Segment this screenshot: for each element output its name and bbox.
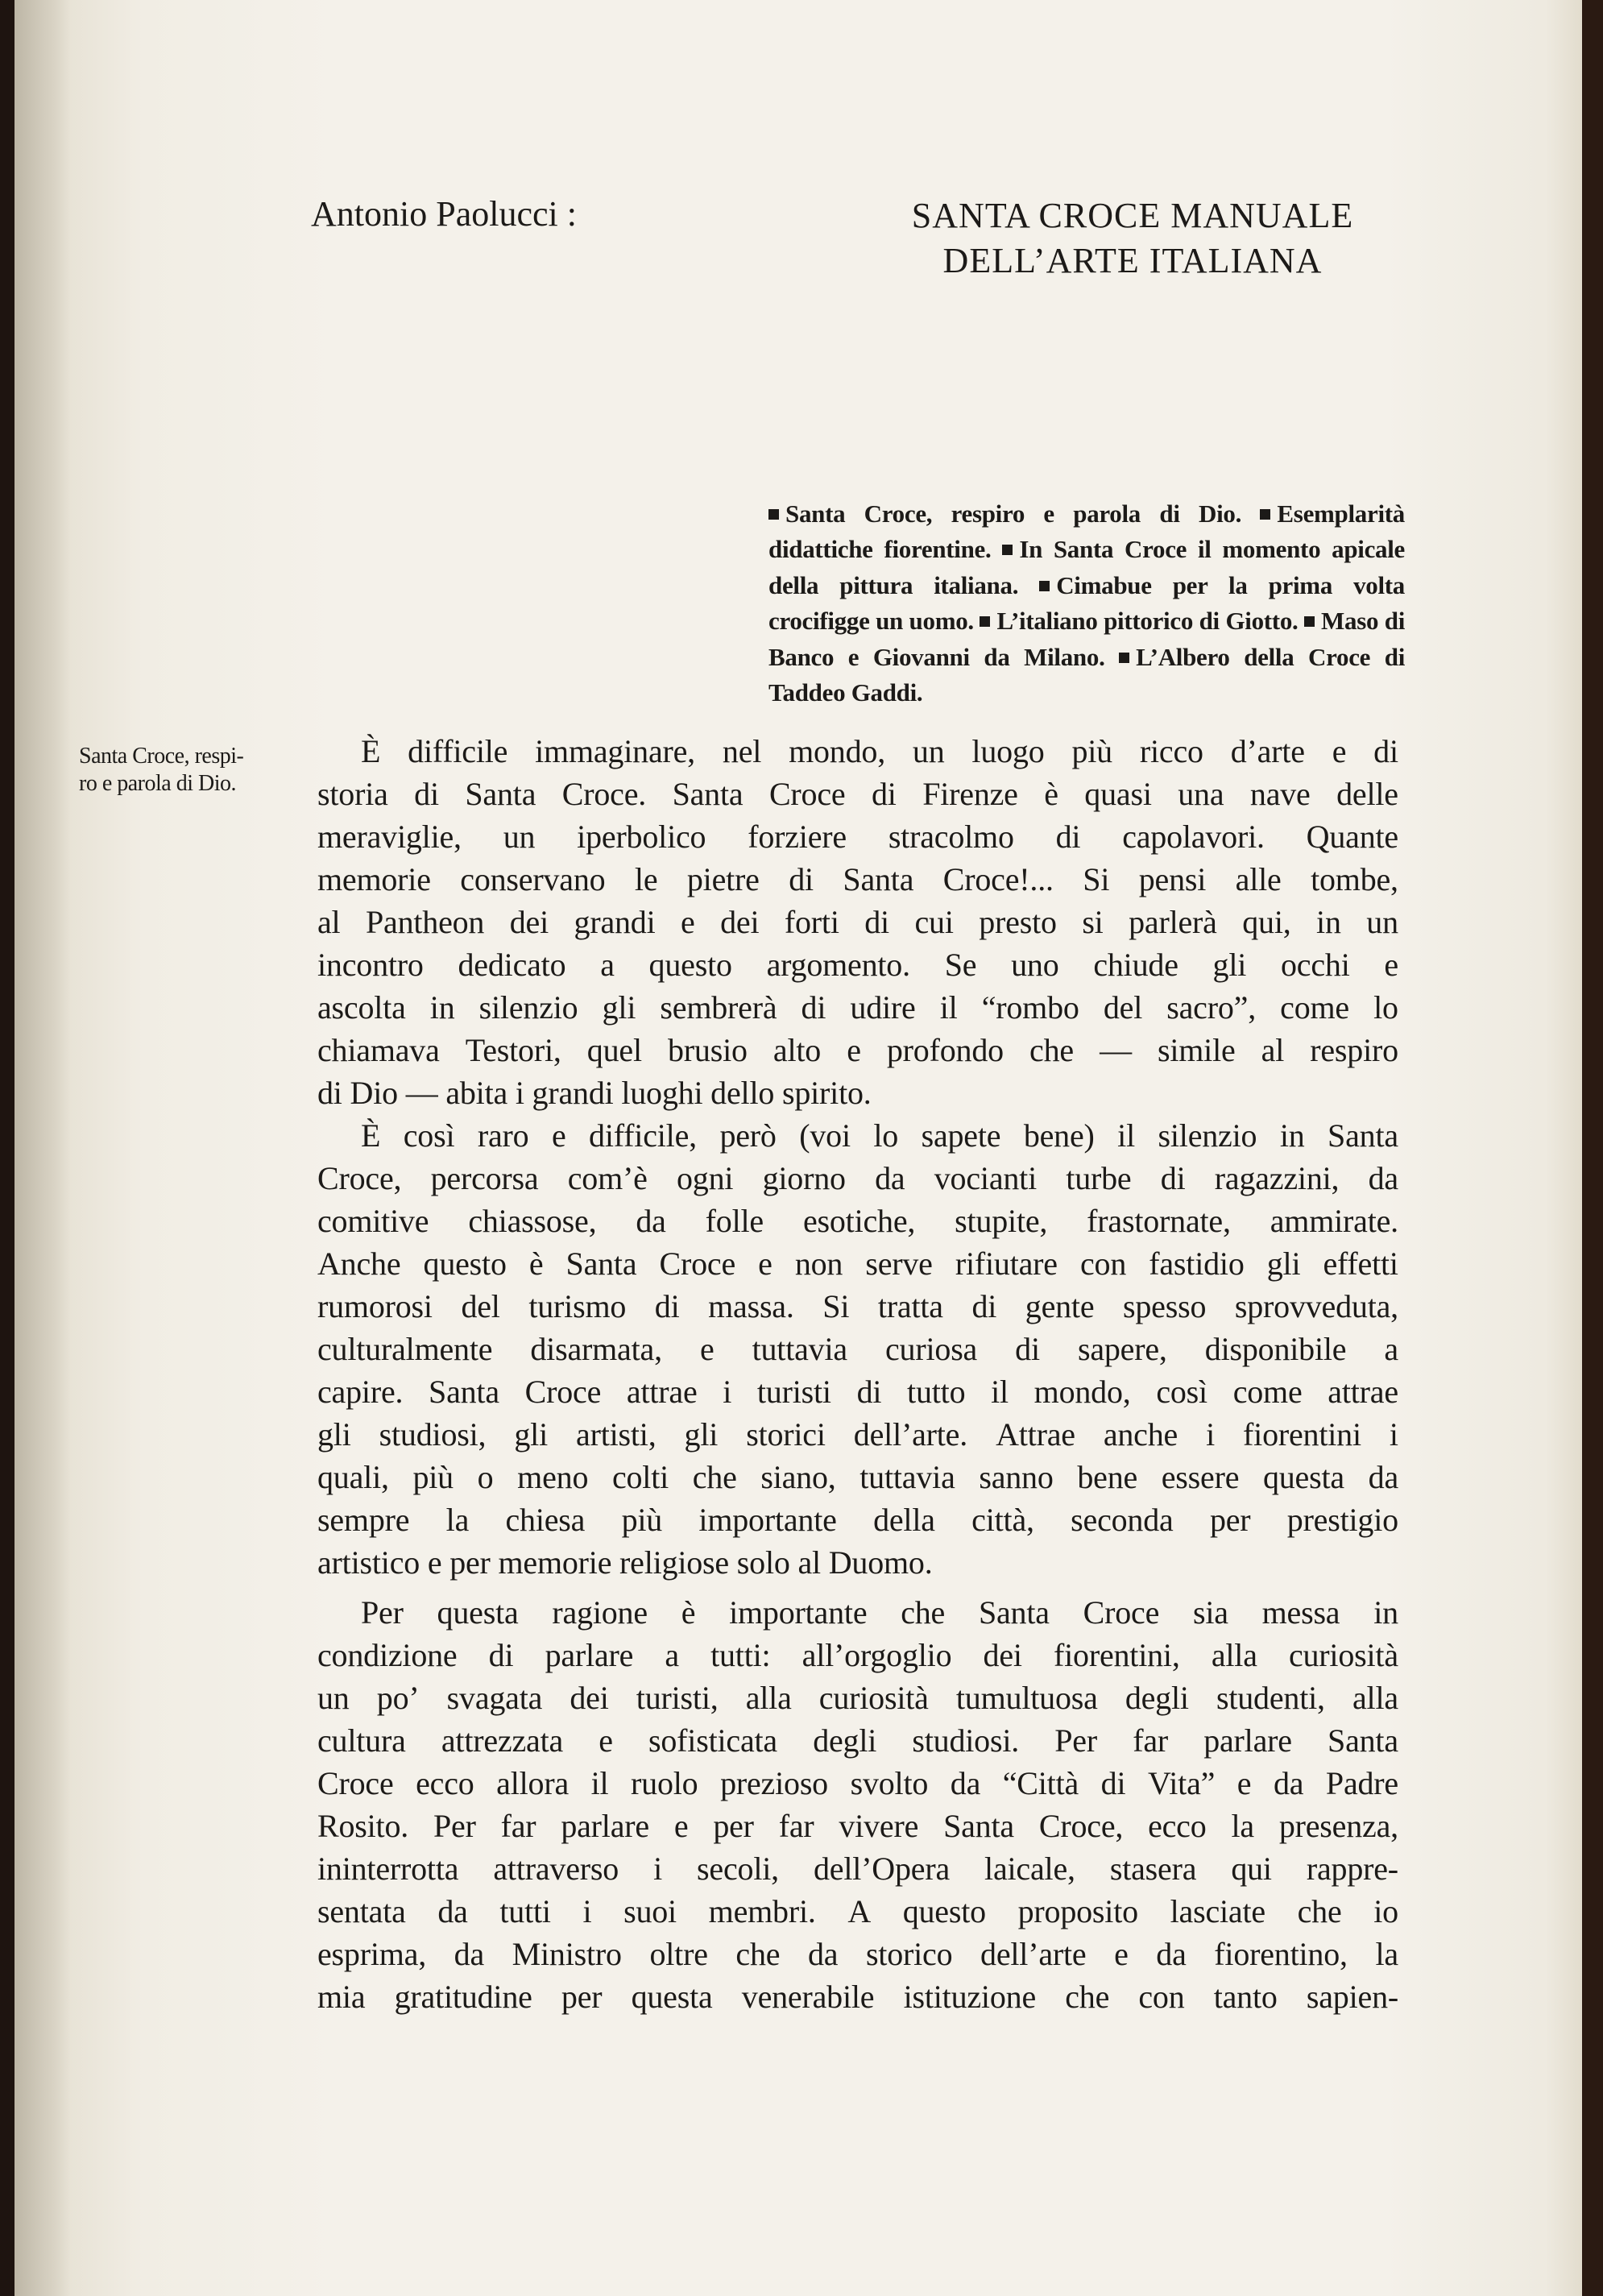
body-line: esprima, da Ministro oltre che da storico dell’arte e da fiorentino, la	[317, 1936, 1398, 1972]
body-line: incontro dedicato a questo argomento. Se uno chiude gli occhi e	[317, 947, 1398, 983]
article-title-line-1: SANTA CROCE MANUALE	[911, 196, 1354, 235]
article-title-line-2: DELL’ARTE ITALIANA	[942, 241, 1323, 280]
body-line: condizione di parlare a tutti: all’orgoglio dei fiorentini, alla curiosità	[317, 1637, 1398, 1673]
body-line: di Dio — abita i grandi luoghi dello spirito.	[317, 1075, 872, 1111]
book-edge	[1582, 0, 1603, 2296]
summary-item: L’Albero della Croce di Taddeo Gaddi.	[768, 642, 1406, 707]
body-line: artistico e per memorie religiose solo al Duomo.	[317, 1544, 933, 1581]
body-line: ascolta in silenzio gli sembrerà di udire il “rombo del sacro”, come lo	[317, 989, 1398, 1026]
body-line: mia gratitudine per questa venerabile istituzione che con tanto sapien-	[317, 1979, 1398, 2015]
summary-item: Santa Croce, respiro e parola di Dio.	[768, 499, 1260, 528]
body-line: gli studiosi, gli artisti, gli storici dell’arte. Attrae anche i fiorentini i	[317, 1416, 1398, 1453]
body-line: capire. Santa Croce attrae i turisti di tutto il mondo, così come attrae	[317, 1374, 1398, 1410]
bullet-square-icon	[1304, 616, 1315, 627]
body-line: comitive chiassose, da folle esotiche, stupite, frastornate, ammirate.	[317, 1203, 1398, 1239]
body-line: memorie conservano le pietre di Santa Croce!... Si pensi alle tombe,	[317, 861, 1398, 897]
body-line: Per questa ragione è importante che Santa Croce sia messa in	[361, 1594, 1398, 1631]
summary-item: Cimabue per la prima volta crocifigge un uomo.	[768, 570, 1405, 636]
body-line: cultura attrezzata e sofisticata degli studiosi. Per far parlare Santa	[317, 1722, 1398, 1759]
summary-item: L’italiano pittorico di Giotto.	[980, 607, 1304, 635]
body-line: rumorosi del turismo di massa. Si tratta di gente spesso sprovveduta,	[317, 1288, 1398, 1324]
paragraph-2	[317, 1114, 1398, 1584]
article-author: Antonio Paolucci :	[311, 194, 577, 234]
body-line: Anche questo è Santa Croce e non serve rifiutare con fastidio gli effetti	[317, 1245, 1398, 1282]
body-line: È così raro e difficile, però (voi lo sapete bene) il silenzio in Santa	[361, 1117, 1398, 1154]
paragraph-3	[317, 1591, 1398, 2018]
article-body	[317, 730, 1398, 2018]
bullet-square-icon	[1119, 653, 1129, 663]
paragraph-spacer	[317, 1584, 1398, 1591]
summary-item: Esemplarità didattiche fiorentine.	[768, 499, 1405, 564]
bullet-square-icon	[1002, 545, 1013, 555]
body-line: meraviglie, un iperbolico forziere stracolmo di capolavori. Quante	[317, 819, 1398, 855]
margin-note-line: Santa Croce, respi-	[79, 744, 244, 769]
article-title	[843, 193, 1423, 284]
body-line: sentata da tutti i suoi membri. A questo proposito lasciate che io	[317, 1893, 1398, 1929]
body-line: storia di Santa Croce. Santa Croce di Firenze è quasi una nave delle	[317, 776, 1398, 812]
body-line: un po’ svagata dei turisti, alla curiosità tumultuosa degli studenti, alla	[317, 1680, 1398, 1716]
body-line: sempre la chiesa più importante della città, seconda per prestigio	[317, 1502, 1398, 1538]
margin-note-line: ro e parola di Dio.	[79, 771, 236, 796]
summary-item: In Santa Croce il momento apicale della pittura italiana.	[768, 535, 1406, 599]
paragraph-1	[317, 730, 1398, 1114]
margin-note	[79, 743, 268, 798]
body-line: Rosito. Per far parlare e per far vivere Santa Croce, ecco la presenza,	[317, 1808, 1398, 1844]
bullet-square-icon	[980, 616, 990, 627]
body-line: culturalmente disarmata, e tuttavia curiosa di sapere, disponibile a	[317, 1331, 1398, 1367]
body-line: È difficile immaginare, nel mondo, un luogo più ricco d’arte e di	[361, 733, 1398, 769]
body-line: quali, più o meno colti che siano, tuttavia sanno bene essere questa da	[317, 1459, 1398, 1495]
summary-item: Maso di Banco e Giovanni da Milano.	[768, 607, 1406, 671]
body-line: chiamava Testori, quel brusio alto e profondo che — simile al respiro	[317, 1032, 1398, 1068]
body-line: Croce, percorsa com’è ogni giorno da vocianti turbe di ragazzini, da	[317, 1160, 1398, 1196]
page-gutter-shadow	[14, 0, 71, 2296]
article-summary	[768, 496, 1405, 711]
bullet-square-icon	[768, 509, 779, 520]
bullet-square-icon	[1260, 509, 1270, 520]
body-line: Croce ecco allora il ruolo prezioso svolto da “Città di Vita” e da Padre	[317, 1765, 1398, 1801]
body-line: al Pantheon dei grandi e dei forti di cui presto si parlerà qui, in un	[317, 904, 1398, 940]
body-line: ininterrotta attraverso i secoli, dell’Opera laicale, stasera qui rappre-	[317, 1850, 1398, 1887]
bullet-square-icon	[1039, 581, 1050, 591]
